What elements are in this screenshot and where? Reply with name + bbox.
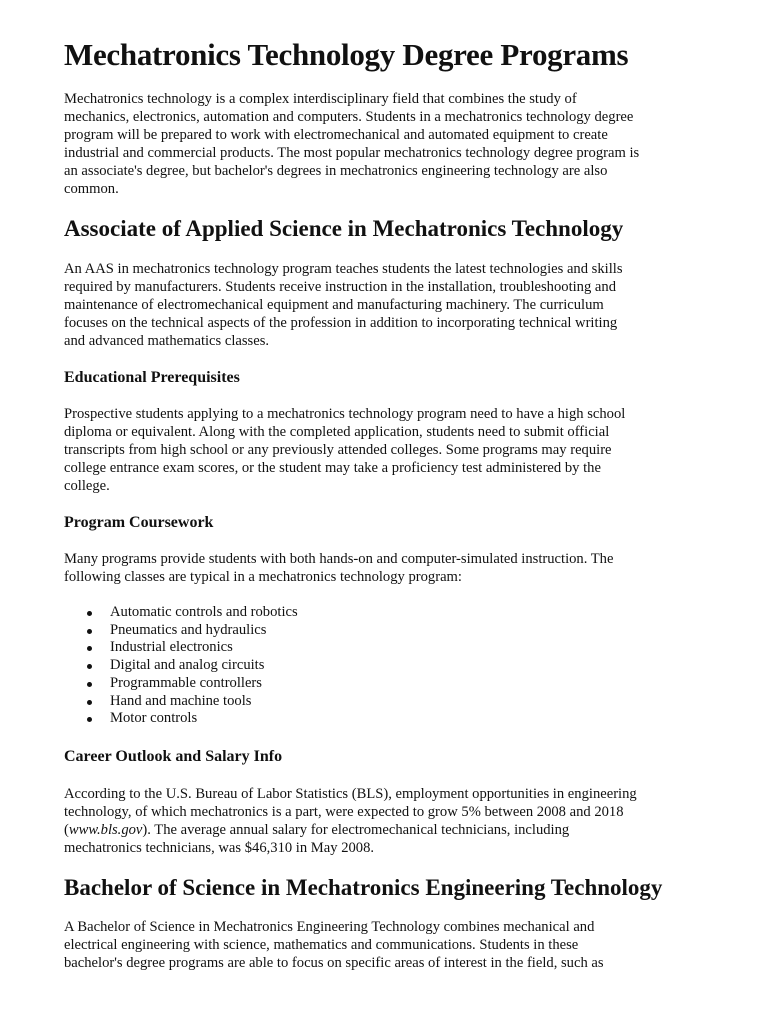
text-line: college. — [64, 478, 110, 494]
subheading-career-outlook: Career Outlook and Salary Info — [64, 748, 283, 765]
text-line: maintenance of electromechanical equipment and manufacturing machinery. The curriculum — [64, 297, 604, 313]
text-line: diploma or equivalent. Along with the completed application, students need to submit official — [64, 424, 610, 440]
text-line: program will be prepared to work with electromechanical and automated equipment to create — [64, 127, 608, 143]
text-line: electrical engineering with science, mathematics and communications. Students in these — [64, 937, 579, 953]
bullet-icon — [87, 646, 92, 651]
text-line: required by manufacturers. Students receive instruction in the installation, troubleshooting and — [64, 279, 616, 295]
text-line: (www.bls.gov). The average annual salary for electromechanical technicians, including — [64, 822, 570, 838]
section-heading-aas: Associate of Applied Science in Mechatronics Technology — [64, 216, 624, 241]
text-line: A Bachelor of Science in Mechatronics Engineering Technology combines mechanical and — [64, 919, 595, 935]
list-item: Motor controls — [64, 710, 298, 728]
text-line: an associate's degree, but bachelor's degrees in mechatronics engineering technology are also — [64, 163, 608, 179]
section-heading-bs: Bachelor of Science in Mechatronics Engineering Technology — [64, 875, 663, 900]
coursework-paragraph — [64, 550, 704, 586]
text-line: Many programs provide students with both hands-on and computer-simulated instruction. The — [64, 551, 614, 567]
text-line: following classes are typical in a mechatronics technology program: — [64, 569, 462, 585]
text-line: and advanced mathematics classes. — [64, 333, 270, 349]
text-line: technology, of which mechatronics is a part, were expected to grow 5% between 2008 and 2018 — [64, 804, 624, 820]
text-line: bachelor's degree programs are able to focus on specific areas of interest in the field, such as — [64, 955, 604, 971]
text-line: mechatronics technicians, was $46,310 in May 2008. — [64, 840, 375, 856]
text-line: focuses on the technical aspects of the profession in addition to incorporating technical writing — [64, 315, 618, 331]
aas-paragraph — [64, 260, 704, 350]
prerequisites-paragraph — [64, 405, 704, 495]
text-line: college entrance exam scores, or the student may take a proficiency test administered by the — [64, 460, 601, 476]
bullet-icon — [87, 717, 92, 722]
subheading-coursework: Program Coursework — [64, 514, 214, 531]
text-line: According to the U.S. Bureau of Labor Statistics (BLS), employment opportunities in engineering — [64, 786, 637, 802]
list-item: Industrial electronics — [64, 639, 298, 657]
bullet-icon — [87, 611, 92, 616]
bullet-icon — [87, 700, 92, 705]
list-item: Automatic controls and robotics — [64, 604, 298, 622]
bullet-icon — [87, 629, 92, 634]
bullet-icon — [87, 682, 92, 687]
course-list — [64, 604, 298, 728]
list-item: Digital and analog circuits — [64, 657, 298, 675]
text-line: industrial and commercial products. The most popular mechatronics technology degree program is — [64, 145, 640, 161]
text-line: Prospective students applying to a mechatronics technology program need to have a high school — [64, 406, 626, 422]
intro-paragraph — [64, 90, 704, 198]
subheading-prerequisites: Educational Prerequisites — [64, 369, 240, 386]
page-title: Mechatronics Technology Degree Programs — [64, 37, 629, 72]
bls-link[interactable]: www.bls.gov — [68, 822, 143, 838]
text-line: An AAS in mechatronics technology program teaches students the latest technologies and skills — [64, 261, 623, 277]
list-item: Pneumatics and hydraulics — [64, 622, 298, 640]
bs-paragraph — [64, 918, 704, 972]
text-line: common. — [64, 181, 119, 197]
text-line: mechanics, electronics, automation and computers. Students in a mechatronics technology degree — [64, 109, 634, 125]
text-line: transcripts from high school or any previously attended colleges. Some programs may require — [64, 442, 612, 458]
bullet-icon — [87, 664, 92, 669]
list-item: Programmable controllers — [64, 675, 298, 693]
career-paragraph — [64, 785, 704, 857]
list-item: Hand and machine tools — [64, 693, 298, 711]
text-line: Mechatronics technology is a complex interdisciplinary field that combines the study of — [64, 91, 577, 107]
